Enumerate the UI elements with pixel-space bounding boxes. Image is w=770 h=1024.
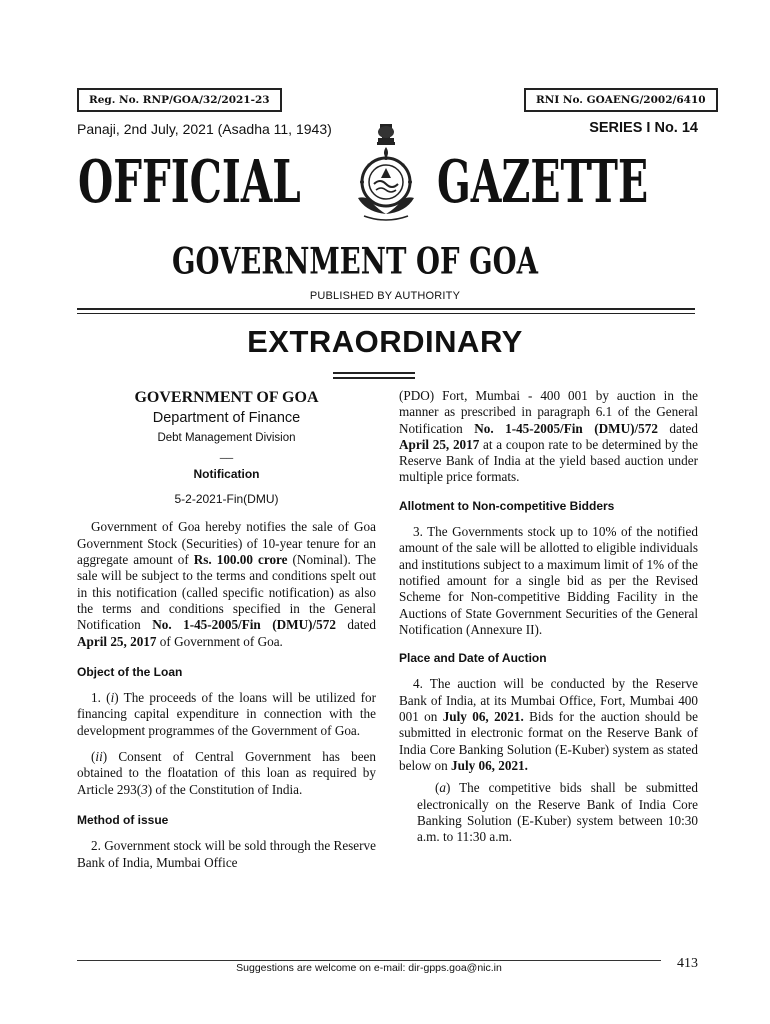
separator-dash: __ bbox=[219, 444, 234, 460]
series-number: SERIES I No. 14 bbox=[589, 120, 698, 136]
date-line: Panaji, 2nd July, 2021 (Asadha 11, 1943) bbox=[77, 121, 332, 137]
intro-paragraph bbox=[77, 519, 376, 649]
intro-text-4: of Government of Goa. bbox=[156, 633, 283, 649]
right-column bbox=[399, 388, 698, 845]
extraordinary-underline-2 bbox=[333, 377, 415, 379]
cont-text-3: at a coupon rate to be determined by the Reserve Bank of India at the yield based auction under multiple price formats. bbox=[399, 436, 698, 485]
notification-number: 5-2-2021-Fin(DMU) bbox=[174, 492, 279, 507]
intro-text-1: Government of Goa hereby notifies the sale of Goa Government Stock (Securities) of 10-year tenure for an aggregate amount of bbox=[77, 519, 376, 568]
rni-number: RNI No. GOAENG/2002/6410 bbox=[536, 94, 706, 106]
division-name: Debt Management Division bbox=[157, 431, 296, 444]
para-4-text-1: 4. The auction will be conducted by the Reserve Bank of India, at its Mumbai Office, Fort, Mumbai 400 001 on bbox=[399, 676, 698, 725]
page-number: 413 bbox=[677, 956, 698, 971]
masthead-official: OFFICIAL bbox=[78, 147, 301, 217]
para-4-date-1: July 06, 2021. bbox=[442, 709, 524, 725]
registration-number: Reg. No. RNP/GOA/32/2021-23 bbox=[89, 94, 270, 106]
registration-number-box bbox=[77, 88, 282, 112]
org-heading: GOVERNMENT OF GOA bbox=[134, 389, 319, 406]
para-4a-text: ) The competitive bids shall be submitted electronically on the Reserve Bank of India Core Banking Solution (E-Kuber) system between 10:30 a.m. to 11:30 a.m. bbox=[417, 780, 698, 845]
paragraph-2: 2. Government stock will be sold through the Reserve Bank of India, Mumbai Office bbox=[77, 838, 376, 870]
paragraph-1-ii bbox=[77, 749, 376, 798]
cont-text-2: dated bbox=[657, 420, 698, 436]
para-4a-open: ( bbox=[435, 780, 440, 796]
masthead-gazette: GAZETTE bbox=[437, 147, 649, 217]
left-column bbox=[77, 388, 376, 871]
header-rule-bottom bbox=[77, 313, 695, 314]
paragraph-3: 3. The Governments stock up to 10% of the notified amount of the sale will be allotted to eligible individuals and institutions subject to a maximum limit of 1% of the notified amount for a single bid as per the Revised Scheme for Non-competitive Bidding Facility in the Auctions of State Government Securities of the General Notification (Annexure II). bbox=[399, 524, 698, 637]
masthead-subtitle: GOVERNMENT OF GOA bbox=[172, 239, 538, 283]
footer-rule bbox=[77, 960, 661, 961]
goa-state-emblem-icon bbox=[344, 120, 428, 232]
intro-text-3: dated bbox=[335, 617, 376, 633]
para-1-ii-sub-2: 3 bbox=[141, 781, 148, 797]
para-1-ii-open: ( bbox=[91, 749, 96, 765]
extraordinary-title: EXTRAORDINARY bbox=[247, 324, 523, 359]
para-1-text: ) The proceeds of the loans will be utilized for financing capital expenditure in connection with the development programmes of the Government of Goa. bbox=[77, 690, 376, 738]
paragraph-1-i bbox=[77, 690, 376, 739]
paragraph-4-a bbox=[399, 780, 698, 845]
para-1-sub: i bbox=[110, 690, 115, 706]
intro-general-notification-date: April 25, 2017 bbox=[77, 633, 157, 649]
para-1-ii-text-1: ) Consent of Central Government has been obtained to the floatation of this loan as required by Article 293( bbox=[77, 749, 376, 797]
intro-general-notification-no: No. 1-45-2005/Fin (DMU)/572 bbox=[152, 617, 336, 633]
para-1-ii-text-2: ) of the Constitution of India. bbox=[147, 781, 303, 797]
para-4a-sub: a bbox=[439, 780, 446, 796]
cont-general-notification-date: April 25, 2017 bbox=[399, 436, 480, 452]
paragraph-4 bbox=[399, 676, 698, 774]
place-heading: Place and Date of Auction bbox=[399, 651, 547, 666]
cont-general-notification-no: No. 1-45-2005/Fin (DMU)/572 bbox=[474, 420, 658, 436]
continued-paragraph bbox=[399, 388, 698, 486]
footer-suggestions: Suggestions are welcome on e-mail: dir-gpps.goa@nic.in bbox=[236, 962, 502, 974]
header-rule-top bbox=[77, 308, 695, 310]
para-4-date-2: July 06, 2021. bbox=[451, 757, 528, 773]
para-4-text-2: Bids for the auction should be submitted in electronic format on the Reserve Bank of India Core Banking Solution (E-Kuber) system as stated below on bbox=[399, 709, 699, 773]
rni-number-box bbox=[524, 88, 718, 112]
method-heading: Method of issue bbox=[77, 812, 169, 827]
intro-amount: Rs. 100.00 crore bbox=[193, 552, 288, 568]
para-1-number: 1. ( bbox=[91, 690, 111, 706]
department-name: Department of Finance bbox=[152, 410, 301, 427]
extraordinary-underline-1 bbox=[333, 372, 415, 374]
para-1-ii-sub: ii bbox=[95, 749, 103, 765]
cont-text-1: (PDO) Fort, Mumbai - 400 001 by auction in the manner as prescribed in paragraph 6.1 of the General Notification bbox=[399, 388, 698, 436]
object-heading: Object of the Loan bbox=[77, 664, 183, 679]
published-by-authority: PUBLISHED BY AUTHORITY bbox=[309, 290, 461, 302]
notification-title: Notification bbox=[193, 466, 260, 481]
intro-text-2: (Nominal). The sale will be subject to the terms and conditions spelt out in this notification (called specific notification) as also the terms and conditions specified in the General Notification bbox=[77, 552, 377, 633]
allotment-heading: Allotment to Non-competitive Bidders bbox=[399, 498, 615, 513]
